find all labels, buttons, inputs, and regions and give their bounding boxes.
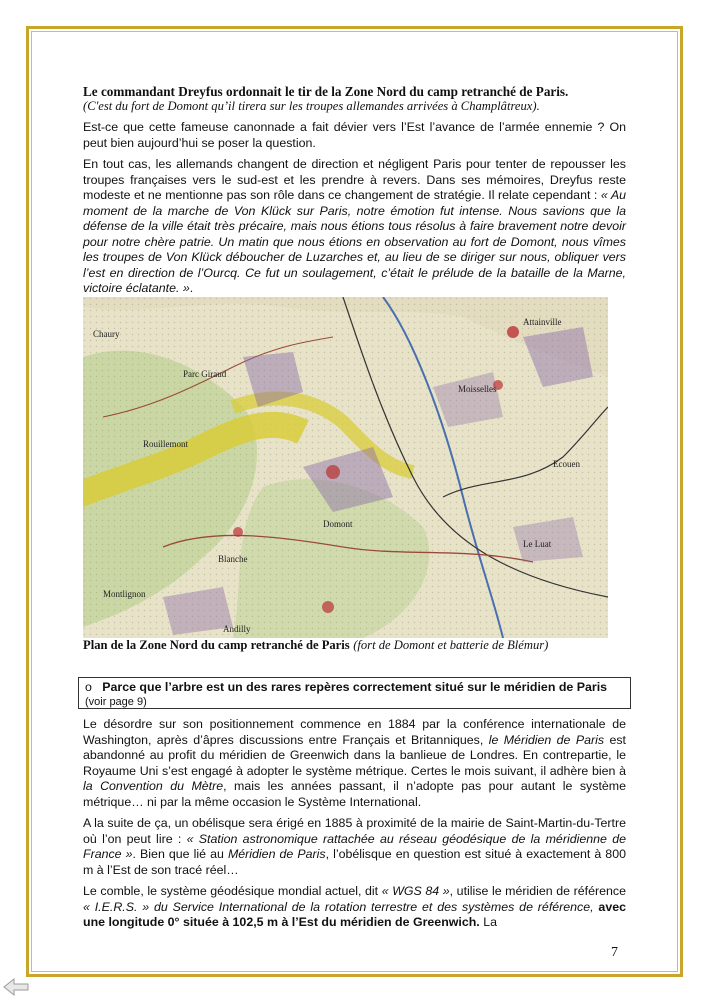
map-caption xyxy=(83,638,626,653)
intro-paragraph-2: En tout cas, les allemands changent de direction et négligent Paris pour tenter de repousser les troupes françaises vers le sud-est et les prendre à revers. Dans ses mémoires, Dreyfus reste modeste et ne mentionne pas son rôle dans ce changement de stratégie. Il relate cependant : « Au moment de la marche de Von Klück sur Paris, notre émotion fut intense. Nous savions que la défense de la ville était très précaire, mais nous étions tous résolus à faire bravement notre devoir pour notre chère patrie. Un matin que nous étions en observation au fort de Domont, nous vîmes les troupes de Von Klück déboucher de Luzarches et, au lieu de se diriger sur nous, obliquer vers l’est en direction de l’Ourcq. Ce fut un soulagement, c’était le prélude de la bataille de la Marne, victoire éclatante. ». xyxy=(83,157,626,295)
intro-section xyxy=(83,84,626,297)
bullet-icon: o xyxy=(85,680,92,694)
map-label-domont: Domont xyxy=(323,519,353,529)
intro-heading: Le commandant Dreyfus ordonnait le tir de la Zone Nord du camp retranché de Paris. xyxy=(83,84,569,99)
map-label-montlignon: Montlignon xyxy=(103,589,146,599)
map-label-attainville: Attainville xyxy=(523,317,562,327)
intro-heading-note: (C'est du fort de Domont qu’il tirera sur les troupes allemandes arrivées à Champlâtreux). xyxy=(83,99,540,113)
section-heading-box xyxy=(78,677,631,709)
page-number: 7 xyxy=(611,945,618,960)
p2-text: En tout cas, les allemands changent de direction et négligent Paris pour tenter de repousser les troupes françaises vers le sud-est et les prendre à revers. Dans ses mémoires, Dreyfus reste modeste et ne mentionne pas son rôle dans ce changement de stratégie. Il relate cependant : xyxy=(83,157,626,202)
dreyfus-quote: « Au moment de la marche de Von Klück sur Paris, notre émotion fut intense. Nous savions que la défense de la ville était très précaire, mais nous étions tous résolus à faire bravement notre devoir pour notre chère patrie. Un matin que nous étions en observation au fort de Domont, nous vîmes les troupes de Von Klück déboucher de Luzarches et, au lieu de se diriger sur nous, obliquer vers l’est en direction de l’Ourcq. Ce fut un soulagement, c’était le prélude de la bataille de la Marne, victoire éclatante. » xyxy=(83,188,626,295)
section-heading: Parce que l’arbre est un des rares repères correctement situé sur le méridien de Paris xyxy=(102,680,608,694)
map-label-blanche: Blanche xyxy=(218,554,248,564)
page-reference: (voir page 9) xyxy=(85,696,147,708)
meridian-paragraph-1: Le désordre sur son positionnement commence en 1884 par la conférence internationale de Washington, après d’âpres discussions entre Français et Britanniques, le Méridien de Paris est abandonné au profit du méridien de Greenwich dans la banlieue de Londres. En contrepartie, le Royaume Uni s’est engagé à adopter le système métrique. Certes le mois suivant, il adhère bien à la Convention du Mètre, mais les années passant, il n’adopte pas pour autant le système métrique… ni par la même occasion le Système International. xyxy=(83,717,626,809)
intro-paragraph-1: Est-ce que cette fameuse canonnade a fait dévier vers l’Est l’avance de l’armée ennemie ? On peut bien aujourd’hui se poser la question. xyxy=(83,120,626,150)
map-label-moisselles: Moisselles xyxy=(458,384,497,394)
map-label-rouillemont: Rouillemont xyxy=(143,439,188,449)
zone-nord-map xyxy=(83,297,608,638)
map-label-andilly: Andilly xyxy=(223,624,251,634)
map-label-chaury: Chaury xyxy=(93,329,120,339)
caption-subtitle: (fort de Domont et batterie de Blémur) xyxy=(353,638,549,652)
map-label-ecouen: Ecouen xyxy=(553,459,580,469)
caption-title: Plan de la Zone Nord du camp retranché de Paris xyxy=(83,638,350,652)
meridian-paragraph-2: A la suite de ça, un obélisque sera érigé en 1885 à proximité de la mairie de Saint-Martin-du-Tertre où l’on peut lire : « Station astronomique rattachée au réseau géodésique de la méridienne de France ». Bien que lié au Méridien de Paris, l’obélisque en question est situé à exactement à 800 m à l’Est de son tracé réel… xyxy=(83,816,626,877)
map-image xyxy=(83,297,608,638)
back-arrow-icon[interactable] xyxy=(2,976,30,998)
map-label-parc-giraud: Parc Giraud xyxy=(183,369,227,379)
meridian-section xyxy=(83,717,626,931)
meridian-paragraph-3: Le comble, le système géodésique mondial actuel, dit « WGS 84 », utilise le méridien de référence « I.E.R.S. » du Service International de la rotation terrestre et des systèmes de référence, avec une longitude 0° située à 102,5 m à l’Est du méridien de Greenwich. La xyxy=(83,884,627,929)
map-label-le-luat: Le Luat xyxy=(523,539,552,549)
